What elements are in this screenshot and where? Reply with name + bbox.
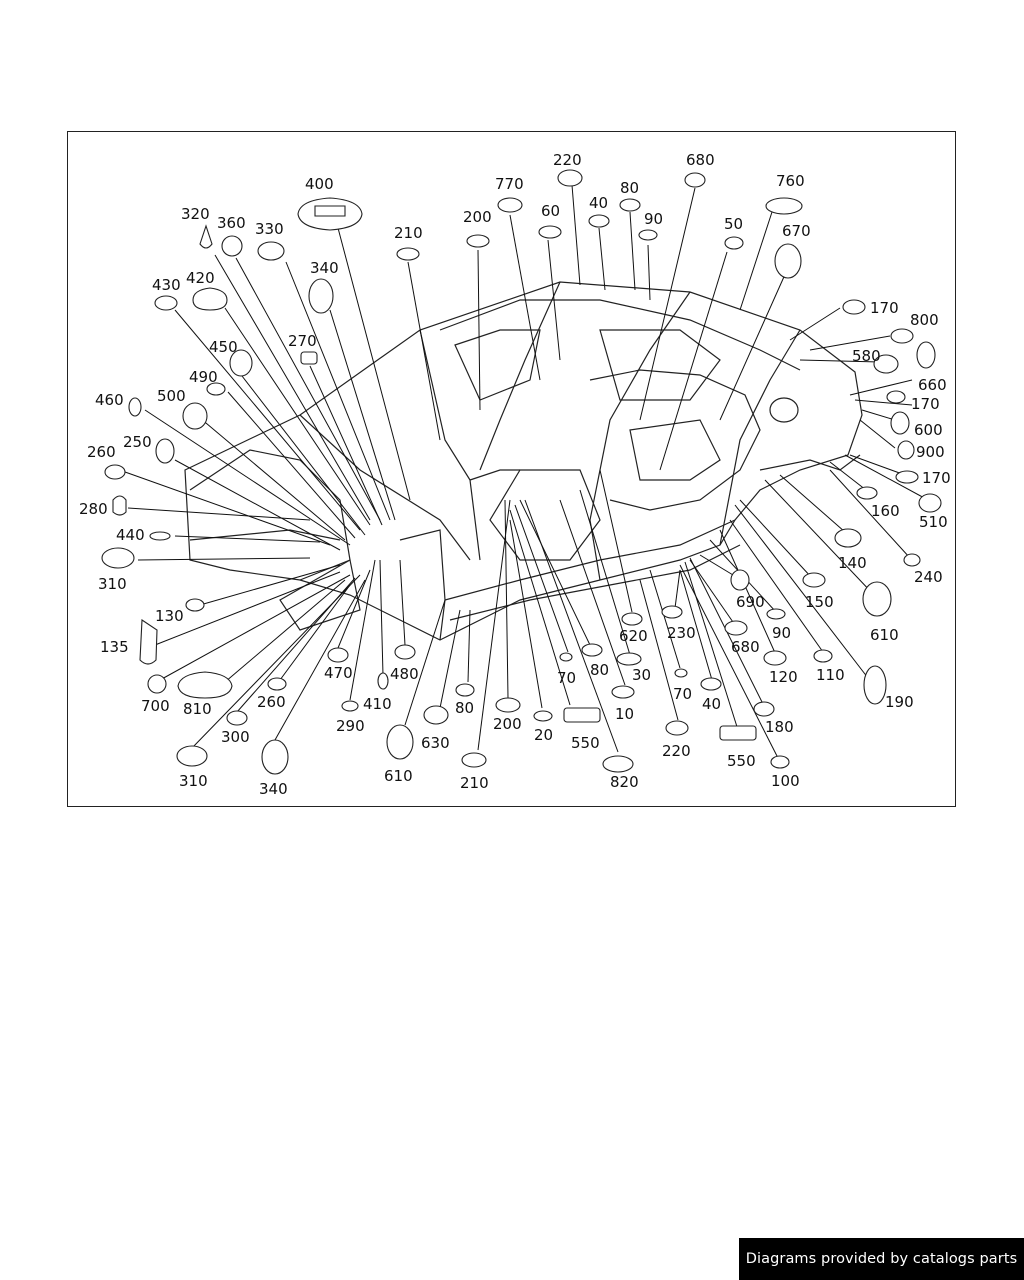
callout-label: 670 [782,222,811,240]
callout-label: 170 [911,395,940,413]
part-150-icon [803,573,825,587]
callout-label: 30 [632,666,652,684]
callout-label: 160 [871,502,900,520]
part-260a-icon [105,465,125,479]
callout-label: 170 [870,299,899,317]
part-670-icon [775,244,801,278]
part-470-icon [328,648,348,662]
part-210a-icon [462,753,486,767]
part-290-icon [342,701,358,711]
part-460-icon [129,398,141,416]
callout-label: 430 [152,276,181,294]
part-810-icon [178,672,232,698]
callout-label: 40 [702,695,722,713]
callout-label: 360 [217,214,246,232]
callout-label: 200 [463,208,492,226]
part-420-icon [193,288,227,310]
part-340a-icon [309,279,333,313]
part-100-icon [771,756,789,768]
part-820-icon [603,756,633,772]
part-900-icon [898,441,914,459]
callout-label: 70 [557,669,577,687]
callout-label: 630 [421,734,450,752]
callout-label: 820 [610,773,639,791]
callout-label: 500 [157,387,186,405]
part-40b-icon [589,215,609,227]
part-320-icon [200,226,212,248]
callout-label: 800 [910,311,939,329]
part-140-icon [835,529,861,547]
callout-label: 80 [590,661,610,679]
callout-label: 760 [776,172,805,190]
callout-label: 330 [255,220,284,238]
callout-label: 120 [769,668,798,686]
part-600-icon [891,412,909,434]
callout-label: 450 [209,338,238,356]
callout-label: 220 [662,742,691,760]
callout-label: 230 [667,624,696,642]
part-240-icon [904,554,920,566]
part-400-icon [298,198,362,230]
callout-label: 770 [495,175,524,193]
part-80a-icon [456,684,474,696]
part-80c-icon [620,199,640,211]
callout-label: 20 [534,726,554,744]
callout-label: 80 [620,179,640,197]
part-550a-icon [564,708,600,722]
callout-label: 40 [589,194,609,212]
callout-label: 100 [771,772,800,790]
callout-label: 270 [288,332,317,350]
part-310a-icon [102,548,134,568]
part-620-icon [622,613,642,625]
callout-label: 300 [221,728,250,746]
callout-label: 290 [336,717,365,735]
callout-label: 700 [141,697,170,715]
callout-label: 190 [885,693,914,711]
part-110-icon [814,650,832,662]
part-200b-icon [467,235,489,247]
part-410-icon [378,673,388,689]
part-170c-icon [843,300,865,314]
footer-credit-banner [739,1238,1024,1280]
part-550b-icon [720,726,756,740]
footer-credit-text: Diagrams provided by catalogs parts [745,1251,1018,1267]
part-690-icon [731,570,749,590]
callout-label: 420 [186,269,215,287]
part-20-icon [534,711,552,721]
callout-label: 260 [257,693,286,711]
part-70a-icon [560,653,572,661]
part-30-icon [617,653,641,665]
part-630-icon [424,706,448,724]
part-10-icon [612,686,634,698]
part-160-icon [857,487,877,499]
part-220b-icon [558,170,582,186]
callout-label: 260 [87,443,116,461]
callout-label: 460 [95,391,124,409]
part-200a-icon [496,698,520,712]
callout-label: 150 [805,593,834,611]
part-610a-icon [387,725,413,759]
callout-label: 900 [916,443,945,461]
part-60-icon [539,226,561,238]
part-210b-icon [397,248,419,260]
part-330-icon [258,242,284,260]
part-480-icon [395,645,415,659]
part-800-icon [891,329,913,343]
part-170a-icon [896,471,918,483]
callout-label: 240 [914,568,943,586]
part-50-icon [725,237,743,249]
part-220a-icon [666,721,688,735]
callout-label: 340 [259,780,288,798]
part-270-icon [301,352,317,364]
callout-label: 440 [116,526,145,544]
part-250-icon [156,439,174,463]
callout-label: 310 [98,575,127,593]
part-180-icon [754,702,774,716]
part-360-icon [222,236,242,256]
callout-label: 310 [179,772,208,790]
part-610b-icon [863,582,891,616]
part-130-icon [186,599,204,611]
part-500-icon [183,403,207,429]
part-440-icon [150,532,170,540]
callout-label: 180 [765,718,794,736]
part-230-icon [662,606,682,618]
part-760-icon [766,198,802,214]
callout-label: 660 [918,376,947,394]
part-190-icon [864,666,886,704]
callout-label: 130 [155,607,184,625]
callout-label: 600 [914,421,943,439]
part-340b-icon [262,740,288,774]
part-300-icon [227,711,247,725]
callout-label: 680 [731,638,760,656]
part-310b-icon [177,746,207,766]
callout-label: 110 [816,666,845,684]
part-170b-icon [887,391,905,403]
part-135-icon [140,620,157,664]
callout-label: 210 [460,774,489,792]
callout-label: 510 [919,513,948,531]
callout-label: 200 [493,715,522,733]
callout-label: 90 [772,624,792,642]
part-680a-icon [725,621,747,635]
part-430-icon [155,296,177,310]
part-90a-icon [767,609,785,619]
callout-label: 610 [870,626,899,644]
callout-label: 340 [310,259,339,277]
callout-label: 550 [727,752,756,770]
callout-label: 690 [736,593,765,611]
callout-label: 490 [189,368,218,386]
callout-label: 80 [455,699,475,717]
part-770-icon [498,198,522,212]
callout-label: 50 [724,215,744,233]
part-120-icon [764,651,786,665]
callout-label: 620 [619,627,648,645]
leader-lines [125,185,928,758]
callout-label: 90 [644,210,664,228]
callout-label: 810 [183,700,212,718]
part-90b-icon [639,230,657,240]
callout-label: 250 [123,433,152,451]
callout-label: 400 [305,175,334,193]
part-510-icon [919,494,941,512]
part-40a-icon [701,678,721,690]
part-70b-icon [675,669,687,677]
callout-label: 680 [686,151,715,169]
part-80b-icon [582,644,602,656]
callout-label: 470 [324,664,353,682]
callout-label: 550 [571,734,600,752]
car-body-structure [185,282,862,640]
part-700-icon [148,675,166,693]
callout-label: 410 [363,695,392,713]
part-660-icon [917,342,935,368]
callout-label: 280 [79,500,108,518]
callout-label: 220 [553,151,582,169]
callout-label: 170 [922,469,951,487]
callout-label: 10 [615,705,635,723]
callout-label: 70 [673,685,693,703]
callout-label: 135 [100,638,129,656]
part-260b-icon [268,678,286,690]
callout-label: 60 [541,202,561,220]
part-280-icon [113,496,126,515]
callout-label: 480 [390,665,419,683]
callout-label: 580 [852,347,881,365]
callout-label: 610 [384,767,413,785]
callout-label: 210 [394,224,423,242]
callout-label: 320 [181,205,210,223]
part-680b-icon [685,173,705,187]
callout-label: 140 [838,554,867,572]
